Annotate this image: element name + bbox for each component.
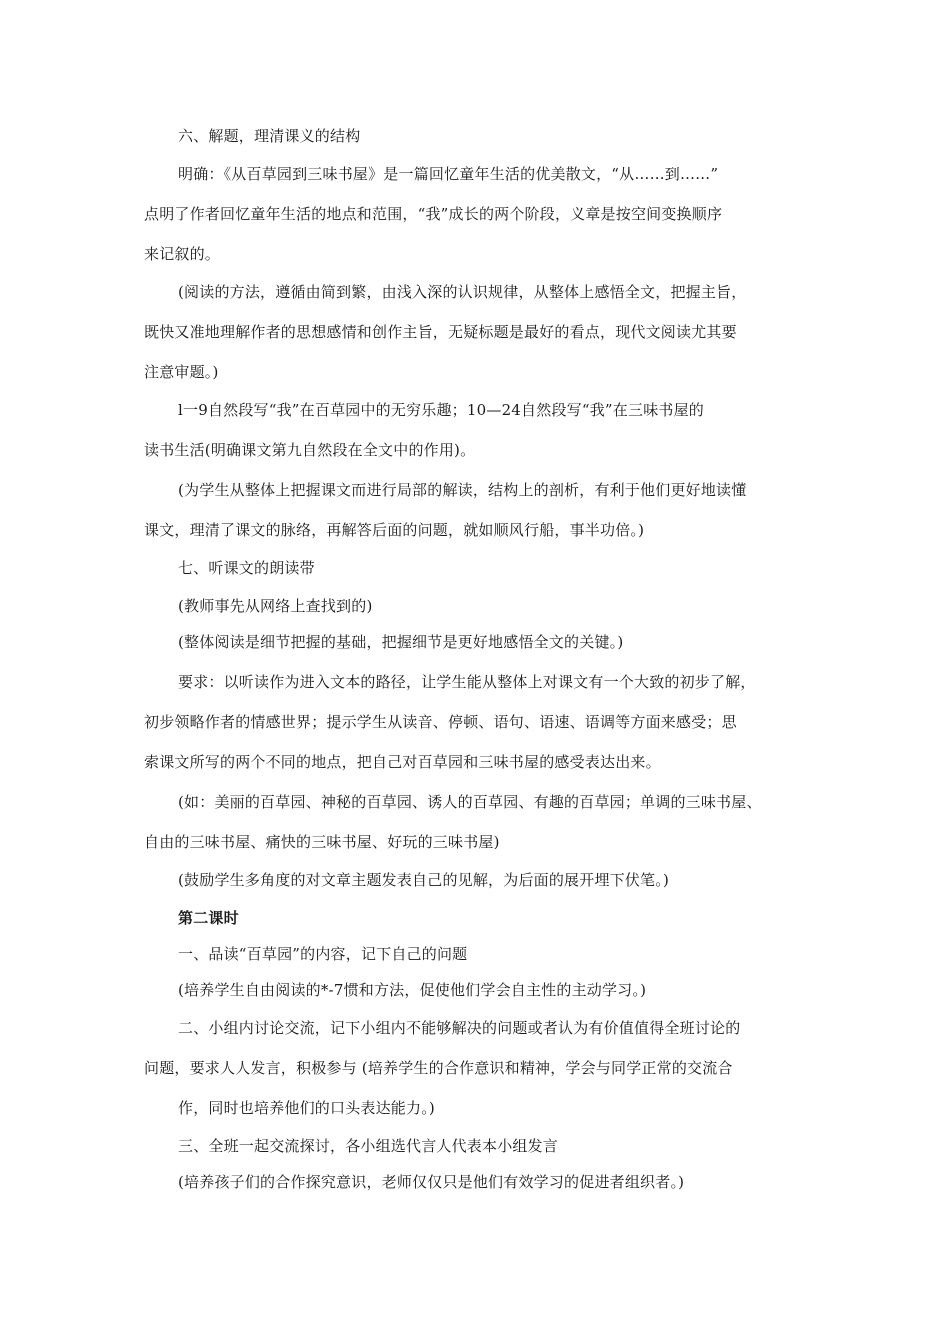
paragraph-line: 明确：《从百草园到三味书屋》是一篇回忆童年生活的优美散文，“从……到……”	[178, 165, 719, 183]
paragraph-line: (阅读的方法，遵循由简到繁，由浅入深的认识规律，从整体上感悟全文，把握主旨，	[178, 283, 747, 301]
paragraph-line: 要求：以听读作为进入文本的路径，让学生能从整体上对课文有一个大致的初步了解，	[178, 673, 756, 691]
paragraph-line: 一、品读“百草园”的内容，记下自己的问题	[178, 945, 468, 963]
paragraph-line: (整体阅读是细节把握的基础，把握细节是更好地感悟全文的关键。)	[178, 633, 624, 651]
paragraph-line: (为学生从整体上把握课文而进行局部的解读，结构上的剖析，有利于他们更好地读懂	[178, 481, 747, 499]
paragraph-line: l一9自然段写“我”在百草园中的无穷乐趣；10—24自然段写“我”在三味书屋的	[178, 401, 704, 419]
paragraph-line: (培养孩子们的合作探究意识，老师仅仅只是他们有效学习的促进者组织者。)	[178, 1173, 685, 1191]
paragraph-line: 二、小组内讨论交流，记下小组内不能够解决的问题或者认为有价值值得全班讨论的	[178, 1019, 741, 1037]
paragraph-line: 读书生活(明确课文第九自然段在全文中的作用)。	[144, 441, 476, 459]
paragraph-line: (教师事先从网络上查找到的)	[178, 597, 373, 615]
paragraph-line: 既快又准地理解作者的思想感情和创作主旨，无疑标题是最好的看点，现代文阅读尤其要	[144, 323, 737, 341]
heading-section-six: 六、解题，理清课义的结构	[178, 127, 361, 145]
paragraph-line: 来记叙的。	[144, 245, 221, 263]
paragraph-line: 三、全班一起交流探讨，各小组选代言人代表本小组发言	[178, 1137, 559, 1155]
paragraph-line: (培养学生自由阅读的*-7惯和方法，促使他们学会自主性的主动学习。)	[178, 981, 647, 999]
paragraph-line: 课文，理清了课文的脉络，再解答后面的问题，就如顺风行船，事半功倍。)	[144, 521, 645, 539]
paragraph-line: 初步领略作者的情感世界；提示学生从读音、停顿、语句、语速、语调等方面来感受；思	[144, 713, 737, 731]
paragraph-line: (鼓励学生多角度的对文章主题发表自己的见解，为后面的展开埋下伏笔。)	[178, 871, 670, 889]
heading-section-seven: 七、听课文的朗读带	[178, 559, 315, 577]
paragraph-line: 问题，要求人人发言，积极参与 (培养学生的合作意识和精神，学会与同学正常的交流合	[144, 1059, 733, 1077]
paragraph-line: 点明了作者回忆童年生活的地点和范围，“我”成长的两个阶段，义章是按空间变换顺序	[144, 205, 723, 223]
paragraph-line: 注意审题。)	[144, 363, 219, 381]
paragraph-line: 索课文所写的两个不同的地点，把自己对百草园和三味书屋的感受表达出来。	[144, 753, 661, 771]
paragraph-line: (如：美丽的百草园、神秘的百草园、诱人的百草园、有趣的百草园；单调的三味书屋、	[178, 793, 762, 811]
paragraph-line: 作，同时也培养他们的口头表达能力。)	[178, 1099, 435, 1117]
lesson-two-heading: 第二课时	[178, 909, 239, 927]
paragraph-line: 自由的三味书屋、痛快的三味书屋、好玩的三味书屋)	[144, 833, 500, 851]
